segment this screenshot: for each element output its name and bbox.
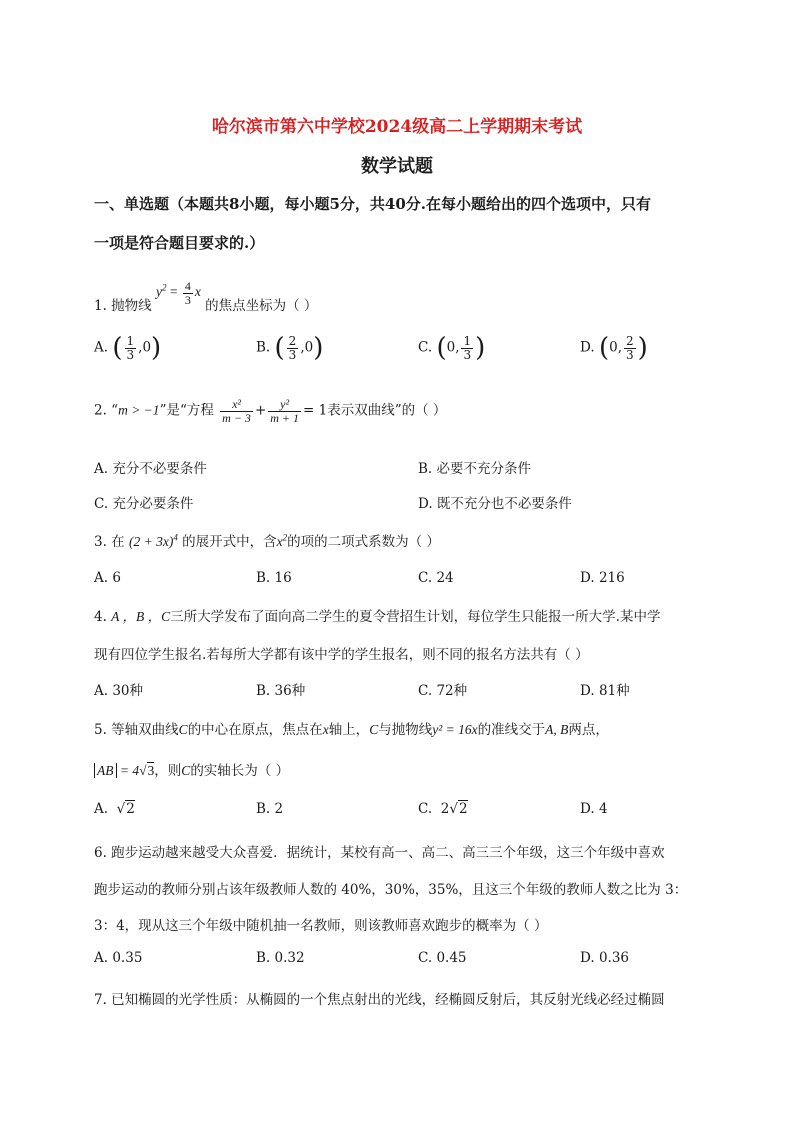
exam-subtitle: 数学试题 (361, 156, 433, 177)
question-1-stem (94, 280, 317, 314)
question-4-line2: 现有四位学生报名.若每所大学都有该中学的学生报名，则不同的报名方法共有（ ） (94, 647, 589, 663)
q5-option-b[interactable]: B. 2 (256, 801, 284, 817)
section-heading-line1: 一、单选题（本题共8小题，每小题5分，共40分.在每小题给出的四个选项中，只有 (94, 195, 651, 213)
section-heading-line2: 一项是符合题目要求的.） (94, 234, 265, 252)
q5-option-a[interactable]: A. √2 (94, 801, 135, 817)
q3-expression: $(2 + 3x)^4$ (128, 532, 178, 549)
q1-equation: $y^2$ = $\frac{4}{3}$ x (155, 279, 201, 307)
q6-option-b[interactable]: B. 0.32 (256, 950, 305, 966)
question-2-stem: 2. “m > −1”是“方程 $\frac{\text{x²}}{m - 3}$ + $\frac{\text{y²}}{m + 1}$ = 1表示双曲线”的（ ） (94, 397, 447, 425)
q3-option-a[interactable]: A. 6 (94, 570, 121, 586)
q6-option-c[interactable]: C. 0.45 (418, 950, 467, 966)
question-3-stem: 3. 在 $(2 + 3x)^4$ 的展开式中，含$x^2$的项的二项式系数为（ ） (94, 532, 440, 550)
q1-option-d[interactable]: D. (0, $\frac{2}{3}$ ) (580, 333, 648, 363)
q1-prefix: 1. 抛物线 (94, 298, 152, 315)
question-5-line1: 5. 等轴双曲线C的中心在原点，焦点在x轴上，C与抛物线y² = 16x的准线交于A, B两点， (94, 722, 609, 738)
question-4-line1: 4. A ，B ，C三所大学发布了面向高二学生的夏令营招生计划，每位学生只能报一所大学.某中学 (94, 609, 661, 625)
q5-option-d[interactable]: D. 4 (580, 801, 608, 817)
q2-option-d[interactable]: D. 既不充分也不必要条件 (418, 496, 572, 512)
q6-option-d[interactable]: D. 0.36 (580, 950, 629, 966)
question-6-line1: 6. 跑步运动越来越受大众喜爱．据统计，某校有高一、高二、高三三个年级，这三个年级中喜欢 (94, 845, 665, 861)
q2-option-c[interactable]: C. 充分必要条件 (94, 496, 194, 512)
q4-option-a[interactable]: A. 30种 (94, 683, 144, 699)
question-6-line2: 跑步运动的教师分别占该年级教师人数的 40%，30%，35%，且这三个年级的教师人数之比为 3： (94, 882, 688, 898)
q2-option-a[interactable]: A. 充分不必要条件 (94, 461, 207, 477)
question-6-line3: 3：4，现从这三个年级中随机抽一名教师，则该教师喜欢跑步的概率为（ ） (94, 918, 548, 934)
q4-option-b[interactable]: B. 36种 (256, 683, 306, 699)
q6-option-a[interactable]: A. 0.35 (94, 950, 143, 966)
q1-option-c[interactable]: C. (0, $\frac{1}{3}$ ) (418, 333, 486, 363)
q3-option-c[interactable]: C. 24 (418, 570, 454, 586)
question-7-line1: 7. 已知椭圆的光学性质：从椭圆的一个焦点射出的光线，经椭圆反射后，其反射光线必经过椭圆 (94, 992, 665, 1008)
q1-suffix: 的焦点坐标为（ ） (205, 298, 318, 315)
exam-title: 哈尔滨市第六中学校2024级高二上学期期末考试 (211, 117, 583, 137)
q1-option-b[interactable]: B. ( $\frac{2}{3}$ ,0) (256, 333, 324, 363)
q3-option-d[interactable]: D. 216 (580, 570, 625, 586)
q1-option-a[interactable]: A. ( $\frac{1}{3}$ ,0) (94, 333, 162, 363)
q4-option-d[interactable]: D. 81种 (580, 683, 630, 699)
q2-option-b[interactable]: B. 必要不充分条件 (418, 461, 532, 477)
q4-option-c[interactable]: C. 72种 (418, 683, 468, 699)
q5-option-c[interactable]: C. 2√2 (418, 801, 468, 817)
question-5-line2: AB = 4√3，则C的实轴长为（ ） (94, 759, 289, 779)
q3-option-b[interactable]: B. 16 (256, 570, 292, 586)
